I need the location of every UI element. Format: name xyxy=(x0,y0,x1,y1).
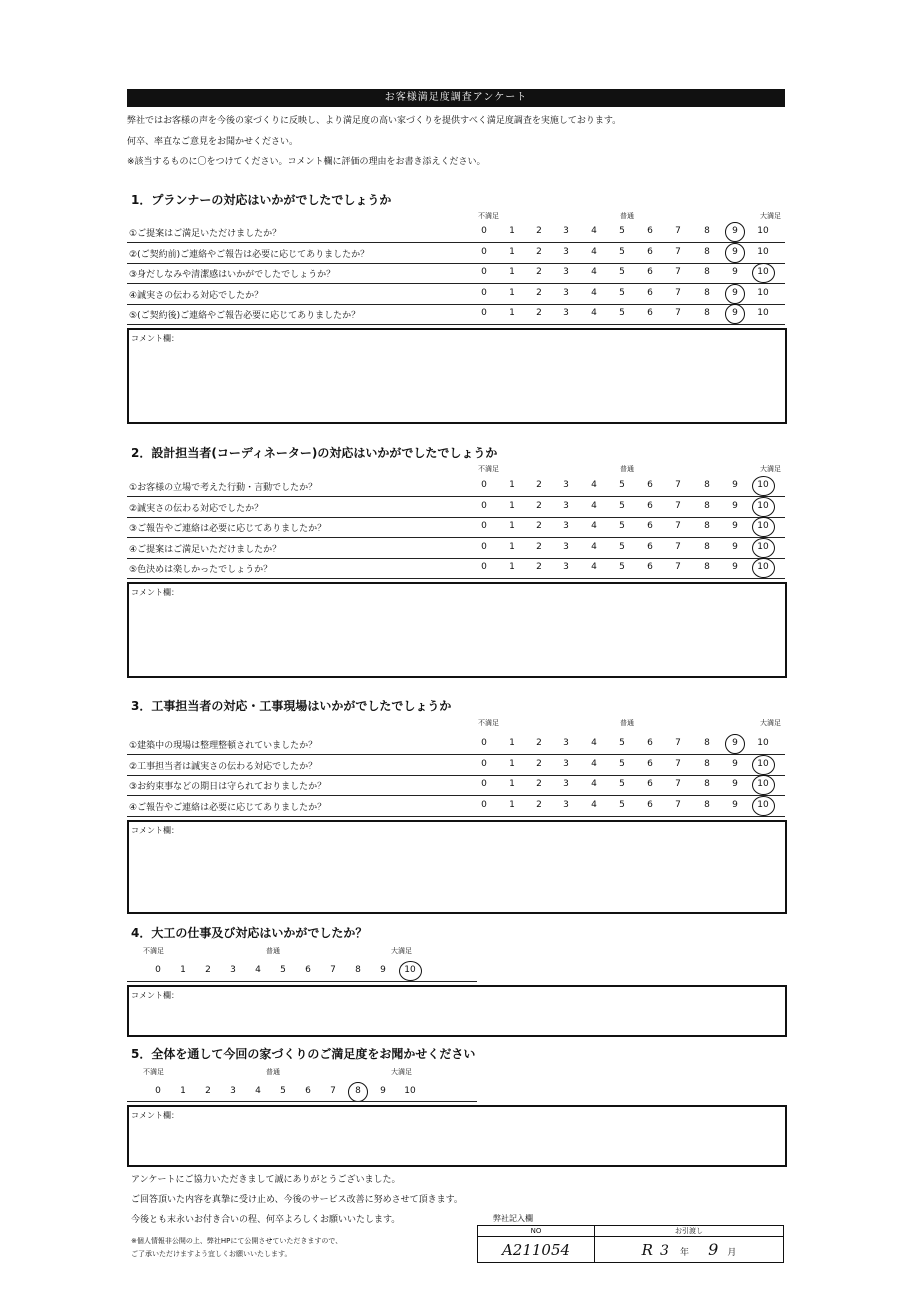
rating-option-8[interactable]: 8 xyxy=(704,758,710,769)
scale-low-label: 不満足 xyxy=(478,719,499,727)
rating-option-2[interactable]: 2 xyxy=(205,1086,211,1096)
rating-option-6[interactable]: 6 xyxy=(647,500,653,511)
scale-high-label: 大満足 xyxy=(760,719,781,727)
scale-mid-label: 普通 xyxy=(620,719,634,727)
rating-option-1[interactable]: 1 xyxy=(509,308,515,319)
scale-low-label: 不満足 xyxy=(143,1068,164,1076)
rating-option-5[interactable]: 5 xyxy=(619,738,625,748)
rating-option-10[interactable]: 10 xyxy=(755,267,771,277)
rating-option-2[interactable]: 2 xyxy=(536,562,542,573)
rating-option-7[interactable]: 7 xyxy=(675,226,681,236)
question-row xyxy=(127,796,785,817)
rating-option-8[interactable]: 8 xyxy=(704,308,710,319)
office-no-header: NO xyxy=(478,1226,595,1237)
rating-option-10[interactable]: 10 xyxy=(755,542,771,552)
rating-option-4[interactable]: 4 xyxy=(591,226,597,236)
comment-box[interactable] xyxy=(127,582,787,678)
rating-option-3[interactable]: 3 xyxy=(230,1086,236,1096)
rating-option-6[interactable]: 6 xyxy=(647,267,653,278)
scale-mid-label: 普通 xyxy=(266,947,280,955)
rating-option-10[interactable]: 10 xyxy=(755,800,771,810)
privacy-note-1: ※個人情報非公開の上、弊社HPにて公開させていただきますので、 xyxy=(131,1237,343,1245)
rating-option-9[interactable]: 9 xyxy=(732,500,738,511)
question-text: ②工事担当者は誠実さの伝わる対応でしたか？ xyxy=(129,761,318,772)
rating-option-4[interactable]: 4 xyxy=(591,267,597,278)
question-text: ①建築中の現場は整理整頓されていましたか？ xyxy=(129,741,318,751)
rating-option-8[interactable]: 8 xyxy=(704,287,710,298)
rating-option-2[interactable]: 2 xyxy=(536,779,542,790)
rating-option-0[interactable]: 0 xyxy=(481,521,487,532)
question-row xyxy=(127,263,785,284)
intro-line-1: 弊社ではお客様の声を今後の家づくりに反映し、より満足度の高い家づくりを提供すべく満足度調査を実施しております。 xyxy=(127,116,622,126)
rating-option-4[interactable]: 4 xyxy=(591,562,597,573)
section4-comment-box[interactable] xyxy=(127,985,787,1037)
section5-rule xyxy=(127,1101,477,1102)
question-text: ③お約束事などの期日は守られておりましたか？ xyxy=(129,782,327,793)
question-row xyxy=(127,734,785,755)
rating-option-6[interactable]: 6 xyxy=(305,965,311,975)
footer-line-2: ご回答頂いた内容を真摯に受け止め、今後のサービス改善に努めさせて頂きます。 xyxy=(131,1195,463,1205)
office-date-header: お引渡し xyxy=(595,1226,784,1237)
rating-option-0[interactable]: 0 xyxy=(481,779,487,790)
privacy-note-2: ご了承いただけますよう宜しくお願いいたします。 xyxy=(131,1250,292,1258)
rating-option-10[interactable]: 10 xyxy=(755,779,771,789)
rating-option-6[interactable]: 6 xyxy=(647,308,653,319)
rating-option-4[interactable]: 4 xyxy=(591,541,597,552)
question-row xyxy=(127,243,785,264)
rating-option-2[interactable]: 2 xyxy=(536,246,542,257)
question-text: ①ご提案はご満足いただけましたか？ xyxy=(129,229,282,239)
rating-option-0[interactable]: 0 xyxy=(481,500,487,511)
rating-option-10[interactable]: 10 xyxy=(757,308,769,319)
rating-option-3[interactable]: 3 xyxy=(563,226,569,236)
question-row xyxy=(127,538,785,559)
rating-option-10[interactable]: 10 xyxy=(757,738,769,748)
rating-option-7[interactable]: 7 xyxy=(675,779,681,790)
rating-option-6[interactable]: 6 xyxy=(647,521,653,532)
rating-option-9[interactable]: 9 xyxy=(727,308,743,318)
question-text: ③ご報告やご連絡は必要に応じてありましたか？ xyxy=(129,524,327,535)
rating-option-3[interactable]: 3 xyxy=(563,480,569,490)
question-text: ①お客様の立場で考えた行動・言動でしたか？ xyxy=(129,483,318,493)
comment-label: コメント欄： xyxy=(131,826,179,835)
question-row xyxy=(127,476,785,497)
rating-option-4[interactable]: 4 xyxy=(591,779,597,790)
rating-option-7[interactable]: 7 xyxy=(675,541,681,552)
rating-option-10[interactable]: 10 xyxy=(755,480,771,490)
question-row xyxy=(127,304,785,325)
section-heading: 1．プランナーの対応はいかがでしたでしょうか xyxy=(131,193,392,207)
rating-option-8[interactable]: 8 xyxy=(704,541,710,552)
question-text: ②誠実さの伝わる対応でしたか？ xyxy=(129,503,264,514)
rating-option-8[interactable]: 8 xyxy=(704,779,710,790)
rating-option-9[interactable]: 9 xyxy=(727,226,743,236)
rating-option-1[interactable]: 1 xyxy=(509,226,515,236)
rating-option-0[interactable]: 0 xyxy=(481,246,487,257)
section4-rule xyxy=(127,981,477,982)
rating-option-1[interactable]: 1 xyxy=(509,758,515,769)
question-text: ⑤色決めは楽しかったでしょうか？ xyxy=(129,565,273,576)
comment-label: コメント欄： xyxy=(131,1111,179,1120)
rating-option-1[interactable]: 1 xyxy=(509,521,515,532)
rating-option-8[interactable]: 8 xyxy=(355,965,361,975)
section5-heading: 5．全体を通して今回の家づくりのご満足度をお聞かせください xyxy=(131,1047,476,1061)
scale-high-label: 大満足 xyxy=(391,947,412,955)
rating-option-2[interactable]: 2 xyxy=(536,541,542,552)
rating-option-7[interactable]: 7 xyxy=(675,246,681,257)
rating-option-4[interactable]: 4 xyxy=(591,738,597,748)
rating-option-7[interactable]: 7 xyxy=(675,562,681,573)
rating-option-2[interactable]: 2 xyxy=(536,500,542,511)
rating-option-9[interactable]: 9 xyxy=(732,480,738,490)
question-row xyxy=(127,497,785,518)
rating-option-0[interactable]: 0 xyxy=(481,541,487,552)
rating-option-4[interactable]: 4 xyxy=(591,799,597,810)
rating-option-6[interactable]: 6 xyxy=(647,758,653,769)
rating-option-7[interactable]: 7 xyxy=(330,965,336,975)
section4-heading: 4．大工の仕事及び対応はいかがでしたか？ xyxy=(131,926,368,940)
rating-option-6[interactable]: 6 xyxy=(647,799,653,810)
section5-comment-box[interactable] xyxy=(127,1105,787,1167)
rating-option-4[interactable]: 4 xyxy=(255,965,261,975)
rating-option-7[interactable]: 7 xyxy=(675,287,681,298)
comment-label: コメント欄： xyxy=(131,991,179,1000)
rating-option-8[interactable]: 8 xyxy=(704,267,710,278)
rating-option-5[interactable]: 5 xyxy=(619,480,625,490)
rating-option-10[interactable]: 10 xyxy=(755,759,771,769)
rating-option-6[interactable]: 6 xyxy=(647,541,653,552)
rating-option-0[interactable]: 0 xyxy=(155,965,161,975)
rating-option-3[interactable]: 3 xyxy=(563,267,569,278)
scale-low-label: 不満足 xyxy=(478,465,499,473)
survey-title: お客様満足度調査アンケート xyxy=(127,89,785,107)
rating-option-0[interactable]: 0 xyxy=(481,287,487,298)
scale-high-label: 大満足 xyxy=(760,212,781,220)
rating-option-7[interactable]: 7 xyxy=(675,308,681,319)
rating-option-0[interactable]: 0 xyxy=(481,308,487,319)
office-date-value: R 3 年 9 月 xyxy=(595,1237,784,1263)
rating-option-3[interactable]: 3 xyxy=(563,246,569,257)
rating-option-2[interactable]: 2 xyxy=(536,287,542,298)
rating-option-5[interactable]: 5 xyxy=(619,226,625,236)
rating-option-9[interactable]: 9 xyxy=(380,965,386,975)
rating-option-0[interactable]: 0 xyxy=(481,738,487,748)
rating-option-3[interactable]: 3 xyxy=(563,500,569,511)
rating-option-1[interactable]: 1 xyxy=(509,246,515,257)
rating-option-7[interactable]: 7 xyxy=(675,500,681,511)
rating-option-6[interactable]: 6 xyxy=(305,1086,311,1096)
question-text: ④ご提案はご満足いただけましたか？ xyxy=(129,544,282,555)
rating-option-8[interactable]: 8 xyxy=(704,521,710,532)
rating-option-8[interactable]: 8 xyxy=(704,738,710,748)
rating-option-8[interactable]: 8 xyxy=(704,480,710,490)
question-row xyxy=(127,517,785,538)
comment-label: コメント欄： xyxy=(131,588,179,597)
rating-option-4[interactable]: 4 xyxy=(591,521,597,532)
rating-option-0[interactable]: 0 xyxy=(481,562,487,573)
rating-option-5[interactable]: 5 xyxy=(619,758,625,769)
question-row xyxy=(127,755,785,776)
rating-option-0[interactable]: 0 xyxy=(481,799,487,810)
rating-option-2[interactable]: 2 xyxy=(536,758,542,769)
rating-option-1[interactable]: 1 xyxy=(509,562,515,573)
rating-option-10[interactable]: 10 xyxy=(402,965,418,975)
rating-option-4[interactable]: 4 xyxy=(591,758,597,769)
rating-option-6[interactable]: 6 xyxy=(647,562,653,573)
rating-option-1[interactable]: 1 xyxy=(509,500,515,511)
rating-option-1[interactable]: 1 xyxy=(509,799,515,810)
rating-option-7[interactable]: 7 xyxy=(675,738,681,748)
question-text: ⑤(ご契約後)ご連絡やご報告必要に応じてありましたか？ xyxy=(129,311,361,322)
rating-option-0[interactable]: 0 xyxy=(481,480,487,490)
rating-option-0[interactable]: 0 xyxy=(481,226,487,236)
rating-option-5[interactable]: 5 xyxy=(619,500,625,511)
office-use-table xyxy=(477,1225,784,1263)
rating-option-3[interactable]: 3 xyxy=(563,562,569,573)
comment-box[interactable] xyxy=(127,820,787,914)
question-text: ③身だしなみや清潔感はいかがでしたでしょうか？ xyxy=(129,270,336,281)
rating-option-7[interactable]: 7 xyxy=(675,799,681,810)
rating-option-6[interactable]: 6 xyxy=(647,779,653,790)
intro-line-2: 何卒、率直なご意見をお聞かせください。 xyxy=(127,137,299,147)
rating-option-1[interactable]: 1 xyxy=(509,738,515,748)
rating-option-5[interactable]: 5 xyxy=(280,965,286,975)
rating-option-9[interactable]: 9 xyxy=(727,288,743,298)
rating-option-10[interactable]: 10 xyxy=(404,1086,416,1096)
rating-option-3[interactable]: 3 xyxy=(563,521,569,532)
rating-option-3[interactable]: 3 xyxy=(563,738,569,748)
rating-option-1[interactable]: 1 xyxy=(180,1086,186,1096)
rating-option-8[interactable]: 8 xyxy=(704,226,710,236)
comment-box[interactable] xyxy=(127,328,787,424)
rating-option-9[interactable]: 9 xyxy=(732,541,738,552)
question-row xyxy=(127,284,785,305)
rating-option-10[interactable]: 10 xyxy=(757,226,769,236)
rating-option-4[interactable]: 4 xyxy=(591,500,597,511)
scale-mid-label: 普通 xyxy=(620,465,634,473)
question-text: ④ご報告やご連絡は必要に応じてありましたか？ xyxy=(129,802,327,813)
rating-option-5[interactable]: 5 xyxy=(619,287,625,298)
rating-option-2[interactable]: 2 xyxy=(536,308,542,319)
rating-option-9[interactable]: 9 xyxy=(732,758,738,769)
rating-option-5[interactable]: 5 xyxy=(619,246,625,257)
rating-option-5[interactable]: 5 xyxy=(619,779,625,790)
rating-option-9[interactable]: 9 xyxy=(732,799,738,810)
rating-option-2[interactable]: 2 xyxy=(536,267,542,278)
section-heading: 2．設計担当者(コーディネーター)の対応はいかがでしたでしょうか xyxy=(131,446,498,460)
rating-option-6[interactable]: 6 xyxy=(647,226,653,236)
rating-option-3[interactable]: 3 xyxy=(563,758,569,769)
rating-option-5[interactable]: 5 xyxy=(619,562,625,573)
rating-option-8[interactable]: 8 xyxy=(704,246,710,257)
question-row xyxy=(127,775,785,796)
rating-option-5[interactable]: 5 xyxy=(619,799,625,810)
rating-option-8[interactable]: 8 xyxy=(704,500,710,511)
rating-option-9[interactable]: 9 xyxy=(732,779,738,790)
rating-option-1[interactable]: 1 xyxy=(509,287,515,298)
scale-low-label: 不満足 xyxy=(478,212,499,220)
rating-option-4[interactable]: 4 xyxy=(255,1086,261,1096)
office-use-label: 弊社記入欄 xyxy=(493,1214,533,1223)
rating-option-4[interactable]: 4 xyxy=(591,246,597,257)
rating-option-9[interactable]: 9 xyxy=(732,562,738,573)
footer-line-3: 今後とも末永いお付き合いの程、何卒よろしくお願いいたします。 xyxy=(131,1215,401,1225)
rating-option-4[interactable]: 4 xyxy=(591,308,597,319)
rating-option-6[interactable]: 6 xyxy=(647,246,653,257)
rating-option-8[interactable]: 8 xyxy=(350,1086,366,1096)
scale-high-label: 大満足 xyxy=(391,1068,412,1076)
rating-option-3[interactable]: 3 xyxy=(563,779,569,790)
rating-option-3[interactable]: 3 xyxy=(230,965,236,975)
rating-option-2[interactable]: 2 xyxy=(536,226,542,236)
rating-option-10[interactable]: 10 xyxy=(755,521,771,531)
rating-option-1[interactable]: 1 xyxy=(180,965,186,975)
rating-option-0[interactable]: 0 xyxy=(481,267,487,278)
rating-option-0[interactable]: 0 xyxy=(481,758,487,769)
rating-option-9[interactable]: 9 xyxy=(732,267,738,278)
rating-option-8[interactable]: 8 xyxy=(704,799,710,810)
rating-option-7[interactable]: 7 xyxy=(675,758,681,769)
rating-option-5[interactable]: 5 xyxy=(619,521,625,532)
question-text: ②(ご契約前)ご連絡やご報告は必要に応じてありましたか？ xyxy=(129,249,370,260)
rating-option-3[interactable]: 3 xyxy=(563,287,569,298)
rating-option-1[interactable]: 1 xyxy=(509,779,515,790)
section-heading: 3．工事担当者の対応・工事現場はいかがでしたでしょうか xyxy=(131,699,452,713)
rating-option-10[interactable]: 10 xyxy=(755,501,771,511)
rating-option-7[interactable]: 7 xyxy=(675,480,681,490)
rating-option-5[interactable]: 5 xyxy=(619,267,625,278)
rating-option-9[interactable]: 9 xyxy=(727,247,743,257)
scale-low-label: 不満足 xyxy=(143,947,164,955)
rating-option-7[interactable]: 7 xyxy=(675,267,681,278)
scale-mid-label: 普通 xyxy=(266,1068,280,1076)
rating-option-7[interactable]: 7 xyxy=(330,1086,336,1096)
rating-option-3[interactable]: 3 xyxy=(563,541,569,552)
rating-option-9[interactable]: 9 xyxy=(380,1086,386,1096)
rating-option-6[interactable]: 6 xyxy=(647,287,653,298)
intro-line-3: ※該当するものに〇をつけてください。コメント欄に評価の理由をお書き添えください。 xyxy=(127,157,486,167)
scale-high-label: 大満足 xyxy=(760,465,781,473)
rating-option-5[interactable]: 5 xyxy=(619,308,625,319)
rating-option-1[interactable]: 1 xyxy=(509,267,515,278)
scale-mid-label: 普通 xyxy=(620,212,634,220)
rating-option-5[interactable]: 5 xyxy=(280,1086,286,1096)
rating-option-10[interactable]: 10 xyxy=(757,246,769,257)
rating-option-2[interactable]: 2 xyxy=(536,738,542,748)
question-text: ④誠実さの伝わる対応でしたか？ xyxy=(129,290,264,301)
rating-option-0[interactable]: 0 xyxy=(155,1086,161,1096)
rating-option-6[interactable]: 6 xyxy=(647,738,653,748)
rating-option-2[interactable]: 2 xyxy=(536,480,542,490)
rating-option-5[interactable]: 5 xyxy=(619,541,625,552)
question-row xyxy=(127,222,785,243)
rating-option-6[interactable]: 6 xyxy=(647,480,653,490)
footer-line-1: アンケートにご協力いただきまして誠にありがとうございました。 xyxy=(131,1175,401,1185)
rating-option-10[interactable]: 10 xyxy=(757,287,769,298)
rating-option-9[interactable]: 9 xyxy=(727,738,743,748)
rating-option-2[interactable]: 2 xyxy=(536,521,542,532)
rating-option-2[interactable]: 2 xyxy=(205,965,211,975)
rating-option-2[interactable]: 2 xyxy=(536,799,542,810)
rating-option-3[interactable]: 3 xyxy=(563,799,569,810)
comment-label: コメント欄： xyxy=(131,334,179,343)
rating-option-3[interactable]: 3 xyxy=(563,308,569,319)
rating-option-9[interactable]: 9 xyxy=(732,521,738,532)
rating-option-10[interactable]: 10 xyxy=(755,562,771,572)
question-row xyxy=(127,558,785,579)
rating-option-1[interactable]: 1 xyxy=(509,480,515,490)
rating-option-8[interactable]: 8 xyxy=(704,562,710,573)
rating-option-4[interactable]: 4 xyxy=(591,287,597,298)
office-no-value: A211054 xyxy=(478,1237,595,1263)
rating-option-4[interactable]: 4 xyxy=(591,480,597,490)
rating-option-1[interactable]: 1 xyxy=(509,541,515,552)
rating-option-7[interactable]: 7 xyxy=(675,521,681,532)
